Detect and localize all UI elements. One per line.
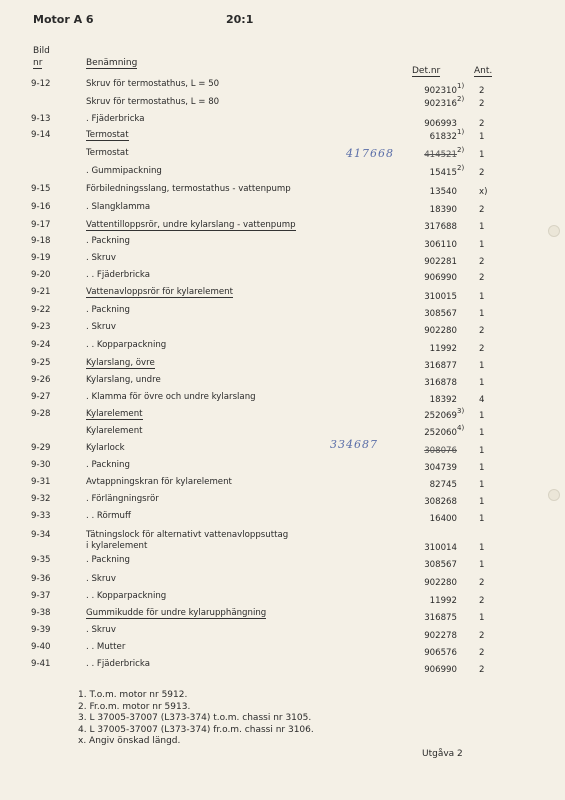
column-nr: nr (33, 58, 43, 68)
part-name: . . Mutter (86, 642, 126, 652)
quantity: 1 (479, 514, 485, 524)
footnote: 1. T.o.m. motor nr 5912. (78, 690, 188, 700)
part-name: Gummikudde för undre kylarupphängning (86, 608, 267, 618)
detail-number-value: 11992 (429, 596, 457, 606)
part-name: . Packning (86, 555, 130, 565)
detail-number-value: 82745 (429, 480, 457, 490)
bild-number: 9-24 (31, 340, 51, 350)
detail-number (424, 146, 465, 160)
part-name: Kylarslang, övre (86, 358, 155, 368)
detail-number-value: 252069 (424, 411, 457, 421)
detail-number-value: 317688 (424, 222, 457, 232)
detail-number-value: 11992 (429, 344, 457, 354)
detail-number (424, 631, 457, 641)
column-det: Det.nr (412, 66, 441, 76)
punch-hole (548, 489, 560, 501)
footnote: x. Angiv önskad längd. (78, 736, 181, 746)
detail-number-value: 902280 (424, 326, 457, 336)
detail-number-value: 902280 (424, 578, 457, 588)
detail-number-value: 902281 (424, 257, 457, 267)
bild-number: 9-19 (31, 253, 51, 263)
part-name: . Fjäderbricka (86, 114, 145, 124)
bild-number: 9-31 (31, 477, 51, 487)
bild-number: 9-30 (31, 460, 51, 470)
handwritten-note-kylarlock: 334687 (330, 438, 378, 451)
table-row-values (0, 378, 565, 392)
detail-number (430, 395, 457, 405)
part-name: Avtappningskran för kylarelement (86, 477, 232, 487)
part-name: . Packning (86, 305, 130, 315)
table-row-values (0, 665, 565, 679)
detail-number (424, 424, 465, 438)
part-name: . . Kopparpackning (86, 591, 167, 601)
detail-number (424, 648, 457, 658)
table-row-values (0, 395, 565, 409)
part-name: . Packning (86, 236, 130, 246)
quantity: 1 (479, 309, 485, 319)
footnote: 2. Fr.o.m. motor nr 5913. (78, 701, 191, 712)
quantity: 1 (479, 378, 485, 388)
table-row-values (0, 361, 565, 375)
quantity: 2 (479, 99, 485, 109)
detail-number-value: 308076 (424, 446, 457, 456)
footnote-ref: 2) (457, 164, 465, 172)
part-name: . Slangklamma (86, 202, 151, 212)
quantity: 2 (479, 205, 485, 215)
bild-number: 9-20 (31, 270, 51, 280)
part-name: Förbiledningsslang, termostathus - vattenpump (86, 184, 291, 194)
quantity: 4 (479, 395, 485, 405)
detail-number-value: 304739 (424, 463, 457, 473)
detail-number-value: 902278 (424, 631, 457, 641)
table-row-values (0, 326, 565, 340)
part-name: . Packning (86, 460, 130, 470)
page-reference: 20:1 (226, 13, 254, 26)
table-row-values (0, 240, 565, 254)
bild-number: 9-18 (31, 236, 51, 246)
detail-number-value: 306110 (424, 240, 457, 250)
bild-number: 9-32 (31, 494, 51, 504)
table-row-values (0, 463, 565, 477)
bild-number: 9-41 (31, 659, 51, 669)
part-name: Kylarlock (86, 443, 125, 453)
bild-number: 9-34 (31, 530, 51, 540)
part-name-continued: i kylarelement (86, 541, 148, 551)
bild-number: 9-25 (31, 358, 51, 368)
table-row-values (0, 578, 565, 592)
footnote-ref: 2) (457, 95, 465, 103)
detail-number-value: 906576 (424, 648, 457, 658)
detail-number (430, 514, 457, 524)
quantity: 1 (479, 560, 485, 570)
detail-number (424, 543, 457, 553)
quantity: 2 (479, 344, 485, 354)
bild-number: 9-22 (31, 305, 51, 315)
detail-number (424, 463, 457, 473)
bild-number: 9-15 (31, 184, 51, 194)
detail-number-value: 252060 (424, 428, 457, 438)
part-name: . Gummipackning (86, 166, 162, 176)
detail-number (429, 128, 465, 142)
detail-number (424, 407, 465, 421)
footnote: 4. L 37005-37007 (L373-374) fr.o.m. chassi nr 3106. (78, 724, 314, 735)
quantity: 1 (479, 292, 485, 302)
table-row-values (0, 95, 565, 113)
detail-number-value: 15415 (429, 168, 457, 178)
table-row-values (0, 446, 565, 460)
detail-number (430, 344, 457, 354)
part-name: Kylarelement (86, 409, 143, 419)
quantity: 2 (479, 326, 485, 336)
detail-number-value: 310015 (424, 292, 457, 302)
part-name: Tätningslock för alternativt vattenavloppsuttag (86, 530, 289, 540)
table-row-values (0, 128, 565, 146)
bild-number: 9-17 (31, 220, 51, 230)
detail-number-value: 61832 (429, 132, 457, 142)
detail-number-value: 13540 (429, 187, 457, 197)
detail-number (424, 665, 457, 675)
part-name: . Skruv (86, 253, 116, 263)
detail-number-value: 414521 (424, 150, 457, 160)
detail-number-value: 18390 (429, 205, 457, 215)
detail-number (424, 578, 457, 588)
part-name: . Skruv (86, 322, 116, 332)
part-name: . . Fjäderbricka (86, 270, 150, 280)
detail-number (430, 205, 457, 215)
footnote-ref: 2) (457, 146, 465, 154)
part-name: . Förlängningsrör (86, 494, 159, 504)
quantity: 1 (479, 543, 485, 553)
detail-number (424, 240, 457, 250)
detail-number (429, 164, 465, 178)
part-name: . Skruv (86, 574, 116, 584)
detail-number (430, 187, 457, 197)
table-row-values (0, 309, 565, 323)
quantity: 1 (479, 463, 485, 473)
quantity: 2 (479, 86, 485, 96)
part-name: . Skruv (86, 625, 116, 635)
footnote-ref: 3) (457, 407, 465, 415)
table-row-values (0, 560, 565, 574)
bild-number: 9-27 (31, 392, 51, 402)
part-name: . . Kopparpackning (86, 340, 167, 350)
quantity: 2 (479, 631, 485, 641)
detail-number (424, 292, 457, 302)
part-name: Skruv för termostathus, L = 80 (86, 97, 220, 107)
detail-number-value: 308567 (424, 309, 457, 319)
detail-number-value: 902310 (424, 86, 457, 96)
column-bild: Bild (33, 46, 50, 56)
quantity: 1 (479, 428, 485, 438)
bild-number: 9-35 (31, 555, 51, 565)
table-row-values (0, 424, 565, 442)
bild-number: 9-38 (31, 608, 51, 618)
detail-number (424, 613, 457, 623)
bild-number: 9-13 (31, 114, 51, 124)
detail-number-value: 906990 (424, 273, 457, 283)
detail-number-value: 316875 (424, 613, 457, 623)
detail-number (424, 273, 457, 283)
footnote-ref: 1) (457, 128, 465, 136)
table-row-values (0, 480, 565, 494)
part-name: . . Fjäderbricka (86, 659, 150, 669)
detail-number (430, 596, 457, 606)
table-row-values (0, 514, 565, 528)
bild-number: 9-40 (31, 642, 51, 652)
bild-number: 9-28 (31, 409, 51, 419)
detail-number (424, 257, 457, 267)
footnote: 3. L 37005-37007 (L373-374) t.o.m. chassi nr 3105. (78, 713, 312, 723)
detail-number (424, 82, 465, 96)
detail-number-value: 906993 (424, 119, 457, 129)
part-name: . Klamma för övre och undre kylarslang (86, 392, 256, 402)
table-row-values (0, 187, 565, 201)
part-name: Vattentilloppsrör, undre kylarslang - vattenpump (86, 220, 296, 230)
handwritten-note-thermostat: 417668 (346, 147, 394, 160)
detail-number-value: 316877 (424, 361, 457, 371)
table-row-values (0, 257, 565, 271)
part-name: Kylarslang, undre (86, 375, 161, 385)
bild-number: 9-37 (31, 591, 51, 601)
detail-number (424, 95, 465, 109)
bild-number: 9-26 (31, 375, 51, 385)
table-row-values (0, 497, 565, 511)
bild-number: 9-29 (31, 443, 51, 453)
detail-number-value: 16400 (429, 514, 457, 524)
detail-number-value: 310014 (424, 543, 457, 553)
quantity: 1 (479, 613, 485, 623)
table-row-values (0, 407, 565, 425)
quantity: 1 (479, 240, 485, 250)
bild-number: 9-36 (31, 574, 51, 584)
quantity: 2 (479, 578, 485, 588)
table-row-values (0, 164, 565, 182)
bild-number: 9-12 (31, 79, 51, 89)
quantity: 2 (479, 665, 485, 675)
quantity: 1 (479, 411, 485, 421)
detail-number (424, 326, 457, 336)
detail-number (424, 119, 457, 129)
quantity: 2 (479, 168, 485, 178)
table-row-values (0, 292, 565, 306)
quantity: 1 (479, 480, 485, 490)
quantity: 2 (479, 119, 485, 129)
quantity: 1 (479, 361, 485, 371)
edition-label: Utgåva 2 (422, 749, 463, 759)
column-ant: Ant. (474, 66, 493, 76)
quantity: 1 (479, 132, 485, 142)
quantity: x) (479, 187, 488, 197)
detail-number (430, 480, 457, 490)
bild-number: 9-21 (31, 287, 51, 297)
bild-number: 9-39 (31, 625, 51, 635)
detail-number (424, 497, 457, 507)
detail-number (424, 361, 457, 371)
bild-number: 9-16 (31, 202, 51, 212)
table-row-values (0, 273, 565, 287)
part-name: Vattenavloppsrör för kylarelement (86, 287, 233, 297)
quantity: 1 (479, 446, 485, 456)
detail-number-value: 308567 (424, 560, 457, 570)
quantity: 2 (479, 273, 485, 283)
punch-hole (548, 225, 560, 237)
bild-number: 9-23 (31, 322, 51, 332)
quantity: 1 (479, 150, 485, 160)
table-row-values (0, 222, 565, 236)
detail-number-value: 902316 (424, 99, 457, 109)
quantity: 2 (479, 257, 485, 267)
part-name: . . Rörmuff (86, 511, 131, 521)
table-row-values (0, 205, 565, 219)
quantity: 1 (479, 222, 485, 232)
detail-number-value: 18392 (429, 395, 457, 405)
column-name: Benämning (86, 58, 138, 68)
detail-number-value: 316878 (424, 378, 457, 388)
detail-number-value: 308268 (424, 497, 457, 507)
bild-number: 9-33 (31, 511, 51, 521)
quantity: 1 (479, 497, 485, 507)
detail-number (424, 378, 457, 388)
detail-number (424, 560, 457, 570)
table-row-values (0, 344, 565, 358)
part-name: Termostat (86, 148, 129, 158)
detail-number-value: 906990 (424, 665, 457, 675)
footnote-ref: 1) (457, 82, 465, 90)
quantity: 2 (479, 648, 485, 658)
part-name: Skruv för termostathus, L = 50 (86, 79, 220, 89)
table-row-values (0, 146, 565, 164)
part-name: Termostat (86, 130, 129, 140)
detail-number (424, 446, 457, 456)
detail-number (424, 222, 457, 232)
footnote-ref: 4) (457, 424, 465, 432)
detail-number (424, 309, 457, 319)
bild-number: 9-14 (31, 130, 51, 140)
quantity: 2 (479, 596, 485, 606)
part-name: Kylarelement (86, 426, 143, 436)
model-header: Motor A 6 (33, 13, 94, 26)
